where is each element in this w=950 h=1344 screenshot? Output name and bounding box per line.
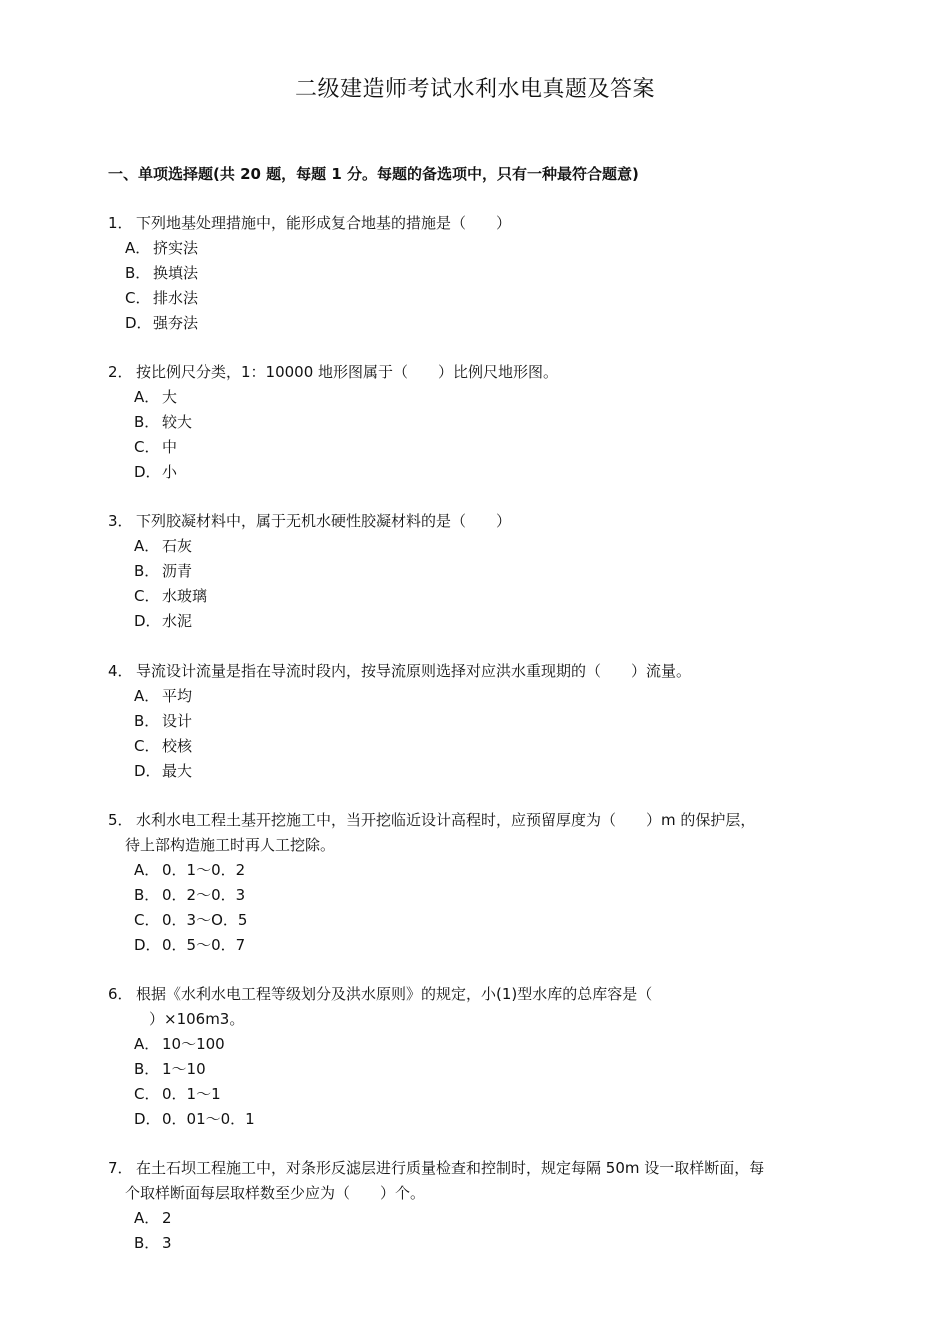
option-key: C．	[134, 911, 160, 929]
option-list	[108, 858, 848, 958]
question-text: 在土石坝工程施工中，对条形反滤层进行质量检查和控制时，规定每隔 50m 设一取样断面，每	[136, 1159, 765, 1177]
option-text: 最大	[162, 762, 193, 780]
option-list	[108, 1032, 848, 1132]
option-key: A．	[134, 687, 160, 705]
question-1	[108, 211, 848, 336]
option-key: C．	[134, 737, 160, 755]
option-list	[108, 385, 848, 485]
option-key: C．	[134, 587, 160, 605]
option-d	[134, 759, 848, 784]
option-text: 大	[162, 388, 178, 406]
option-list	[108, 684, 848, 784]
option-text: 0．2～0．3	[162, 886, 246, 904]
option-c	[134, 734, 848, 759]
question-number: 3．	[108, 512, 133, 530]
question-text-continued: 待上部构造施工时再人工挖除。	[125, 836, 336, 854]
question-number: 6．	[108, 985, 133, 1003]
option-text: 设计	[162, 712, 193, 730]
option-d	[134, 609, 848, 634]
question-number: 4．	[108, 662, 133, 680]
option-key: A．	[134, 388, 160, 406]
question-text-continued: 个取样断面每层取样数至少应为（ ）个。	[125, 1184, 426, 1202]
option-key: D．	[134, 936, 161, 954]
option-key: C．	[125, 289, 151, 307]
option-d	[134, 460, 848, 485]
option-b	[134, 1231, 848, 1256]
question-stem	[108, 509, 848, 534]
option-text: 水玻璃	[162, 587, 208, 605]
option-text: 2	[162, 1209, 172, 1227]
question-stem	[108, 211, 848, 236]
option-b	[134, 410, 848, 435]
question-text: 按比例尺分类，1：10000 地形图属于（ ）比例尺地形图。	[136, 363, 559, 381]
option-c	[134, 1082, 848, 1107]
question-2	[108, 360, 848, 485]
page-title: 二级建造师考试水利水电真题及答案	[294, 77, 655, 102]
option-a	[134, 1206, 848, 1231]
option-key: D．	[134, 463, 161, 481]
option-d	[125, 311, 848, 336]
option-b	[125, 261, 848, 286]
option-text: 10～100	[162, 1035, 225, 1053]
question-number: 7．	[108, 1159, 133, 1177]
option-d	[134, 1107, 848, 1132]
option-key: D．	[134, 612, 161, 630]
option-a	[134, 684, 848, 709]
option-key: A．	[134, 861, 160, 879]
option-key: B．	[134, 562, 160, 580]
option-text: 0．1～0．2	[162, 861, 246, 879]
option-key: B．	[134, 1234, 160, 1252]
option-c	[125, 286, 848, 311]
option-text: 换填法	[153, 264, 199, 282]
option-text: 小	[162, 463, 178, 481]
question-text: 导流设计流量是指在导流时段内，按导流原则选择对应洪水重现期的（ ）流量。	[136, 662, 692, 680]
question-text: 下列地基处理措施中，能形成复合地基的措施是（ ）	[136, 214, 512, 232]
question-stem	[108, 982, 848, 1032]
question-text: 下列胶凝材料中，属于无机水硬性胶凝材料的是（ ）	[136, 512, 512, 530]
option-b	[134, 559, 848, 584]
question-text: 根据《水利水电工程等级划分及洪水原则》的规定，小(1)型水库的总库容是（	[136, 985, 653, 1003]
option-list	[108, 236, 848, 336]
option-text: 校核	[162, 737, 193, 755]
question-4	[108, 659, 848, 784]
option-text: 1～10	[162, 1060, 206, 1078]
option-text: 0．5～0．7	[162, 936, 246, 954]
option-key: A．	[134, 1209, 160, 1227]
question-text-continued: ）×106m3。	[134, 1010, 245, 1028]
option-key: C．	[134, 1085, 160, 1103]
option-a	[134, 858, 848, 883]
option-key: D．	[125, 314, 152, 332]
option-key: C．	[134, 438, 160, 456]
option-key: A．	[134, 537, 160, 555]
question-text: 水利水电工程土基开挖施工中，当开挖临近设计高程时，应预留厚度为（ ）m 的保护层，	[136, 811, 756, 829]
option-text: 0．01～0．1	[162, 1110, 255, 1128]
question-number: 5．	[108, 811, 133, 829]
option-text: 水泥	[162, 612, 193, 630]
option-text: 0．3～O．5	[162, 911, 248, 929]
option-key: D．	[134, 762, 161, 780]
option-key: A．	[125, 239, 151, 257]
option-a	[125, 236, 848, 261]
option-key: B．	[125, 264, 151, 282]
section-heading: 一、单项选择题(共 20 题，每题 1 分。每题的备选项中，只有一种最符合题意)	[108, 165, 639, 183]
option-text: 挤实法	[153, 239, 199, 257]
option-b	[134, 883, 848, 908]
option-text: 较大	[162, 413, 193, 431]
option-a	[134, 1032, 848, 1057]
option-text: 石灰	[162, 537, 193, 555]
option-key: D．	[134, 1110, 161, 1128]
option-a	[134, 385, 848, 410]
option-key: B．	[134, 413, 160, 431]
option-list	[108, 534, 848, 634]
option-key: A．	[134, 1035, 160, 1053]
option-key: B．	[134, 886, 160, 904]
question-5	[108, 808, 848, 958]
option-b	[134, 1057, 848, 1082]
question-number: 1．	[108, 214, 133, 232]
option-text: 沥青	[162, 562, 193, 580]
option-d	[134, 933, 848, 958]
option-c	[134, 908, 848, 933]
option-text: 中	[162, 438, 178, 456]
question-6	[108, 982, 848, 1132]
question-number: 2．	[108, 363, 133, 381]
option-text: 3	[162, 1234, 172, 1252]
option-text: 强夯法	[153, 314, 199, 332]
option-text: 排水法	[153, 289, 199, 307]
option-key: B．	[134, 1060, 160, 1078]
option-a	[134, 534, 848, 559]
question-stem	[108, 360, 848, 385]
option-text: 0．1～1	[162, 1085, 221, 1103]
option-c	[134, 435, 848, 460]
question-stem	[108, 659, 848, 684]
option-key: B．	[134, 712, 160, 730]
question-stem	[108, 808, 848, 858]
question-3	[108, 509, 848, 634]
question-7	[108, 1156, 848, 1256]
option-list	[108, 1206, 848, 1256]
option-c	[134, 584, 848, 609]
question-stem	[108, 1156, 848, 1206]
option-text: 平均	[162, 687, 193, 705]
option-b	[134, 709, 848, 734]
